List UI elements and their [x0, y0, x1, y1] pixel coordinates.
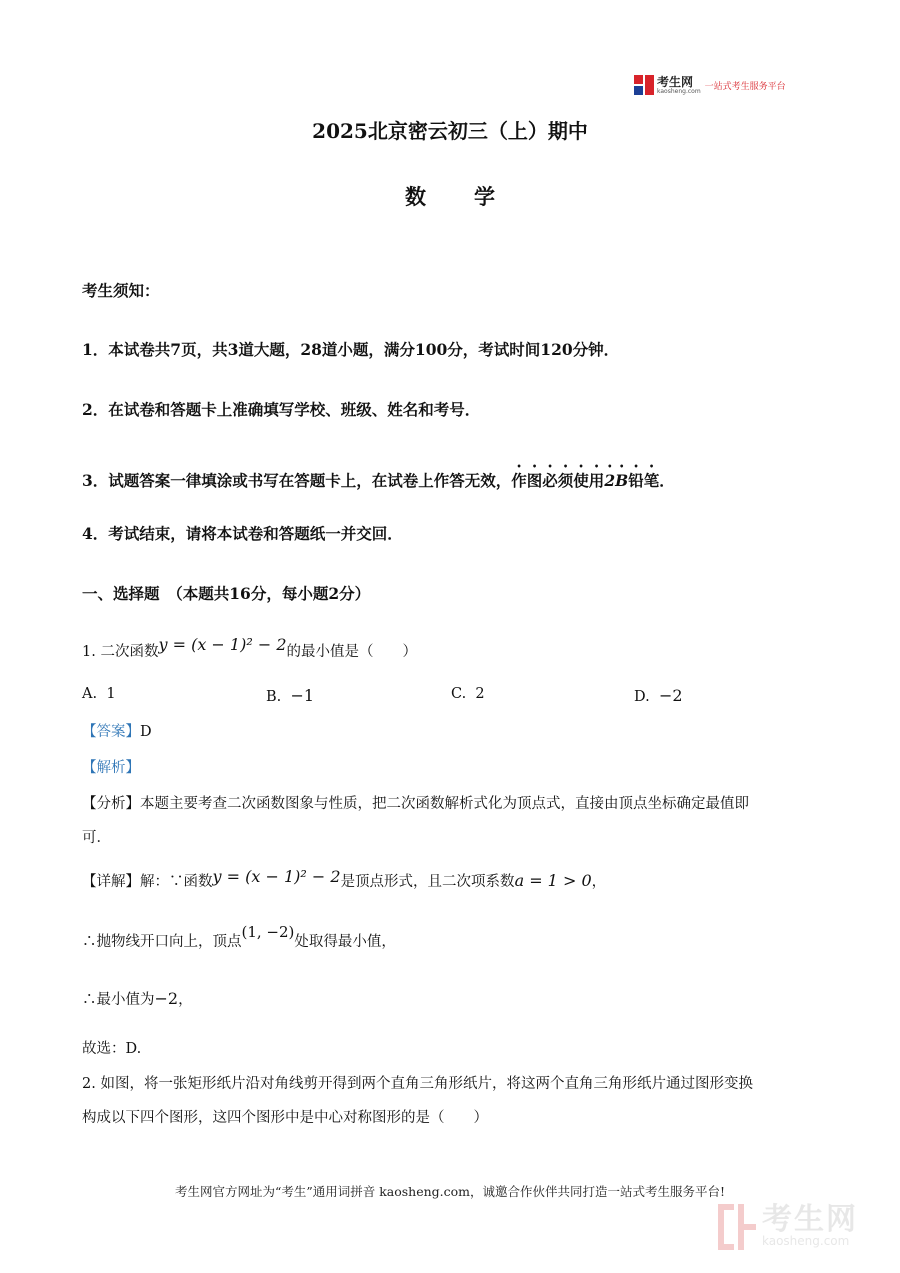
option-a: A. 1 [82, 686, 116, 702]
option-b: B. −1 [266, 686, 315, 705]
question-2-line-1: 2. 如图，将一张矩形纸片沿对角线剪开得到两个直角三角形纸片，将这两个直角三角形纸片通过图形变换 [82, 1076, 753, 1092]
header-logo [634, 74, 786, 96]
subject-title: 数学 [405, 184, 543, 209]
logo-slogan: 一站式考生服务平台 [704, 81, 786, 92]
answer-value: D [140, 724, 152, 740]
analysis-tag: 【解析】 [82, 760, 140, 776]
question-1: 1. 二次函数y = (x − 1)² − 2的最小值是（ ） [82, 635, 418, 660]
notice-item-1: 1．本试卷共7页，共3道大题，28道小题，满分100分，考试时间120分钟． [82, 340, 620, 359]
notice-item-2: 2．在试卷和答题卡上准确填写学校、班级、姓名和考号． [82, 400, 481, 419]
logo-icon [634, 75, 654, 95]
watermark-icon [718, 1204, 756, 1250]
conclusion: 故选：D. [82, 1041, 142, 1057]
option-c: C. 2 [451, 686, 485, 702]
notice-item-4: 4．考试结束，请将本试卷和答题纸一并交回． [82, 524, 403, 543]
exam-title: 2025北京密云初三（上）期中 [312, 119, 588, 143]
watermark-logo: 考生网 kaosheng.com [718, 1204, 858, 1250]
notice-item-3: 3．试题答案一律填涂或书写在答题卡上，在试卷上作答无效，作图必须使用2B铅笔． [82, 471, 675, 490]
option-d: D. −2 [634, 686, 683, 705]
footer-text: 考生网官方网址为“考生”通用词拼音 kaosheng.com，诚邀合作伙伴共同打造一站式考生服务平台! [174, 1184, 726, 1199]
section-heading: 一、选择题 （本题共16分，每小题2分） [82, 584, 371, 603]
detail-line-1: 【详解】解：∵函数y = (x − 1)² − 2是顶点形式，且二次项系数a = 1 > 0， [82, 867, 607, 890]
notice-heading: 考生须知： [82, 281, 160, 300]
fenxi-line-1: 【分析】本题主要考查二次函数图象与性质，把二次函数解析式化为顶点式，直接由顶点坐标确定最值即 [82, 796, 749, 812]
logo-domain: kaosheng.com [657, 87, 701, 95]
fenxi-line-2: 可． [82, 830, 111, 846]
q1-formula: y = (x − 1)² − 2 [158, 635, 287, 654]
logo-name: 考生网 [657, 74, 694, 89]
detail-line-3: ∴最小值为−2， [82, 989, 193, 1008]
answer-line [82, 720, 152, 741]
question-2-line-2: 构成以下四个图形，这四个图形中是中心对称图形的是（ ） [82, 1110, 488, 1126]
answer-tag: 【答案】 [82, 724, 140, 740]
detail-line-2: ∴抛物线开口向上，顶点(1, −2)处取得最小值， [82, 923, 396, 950]
